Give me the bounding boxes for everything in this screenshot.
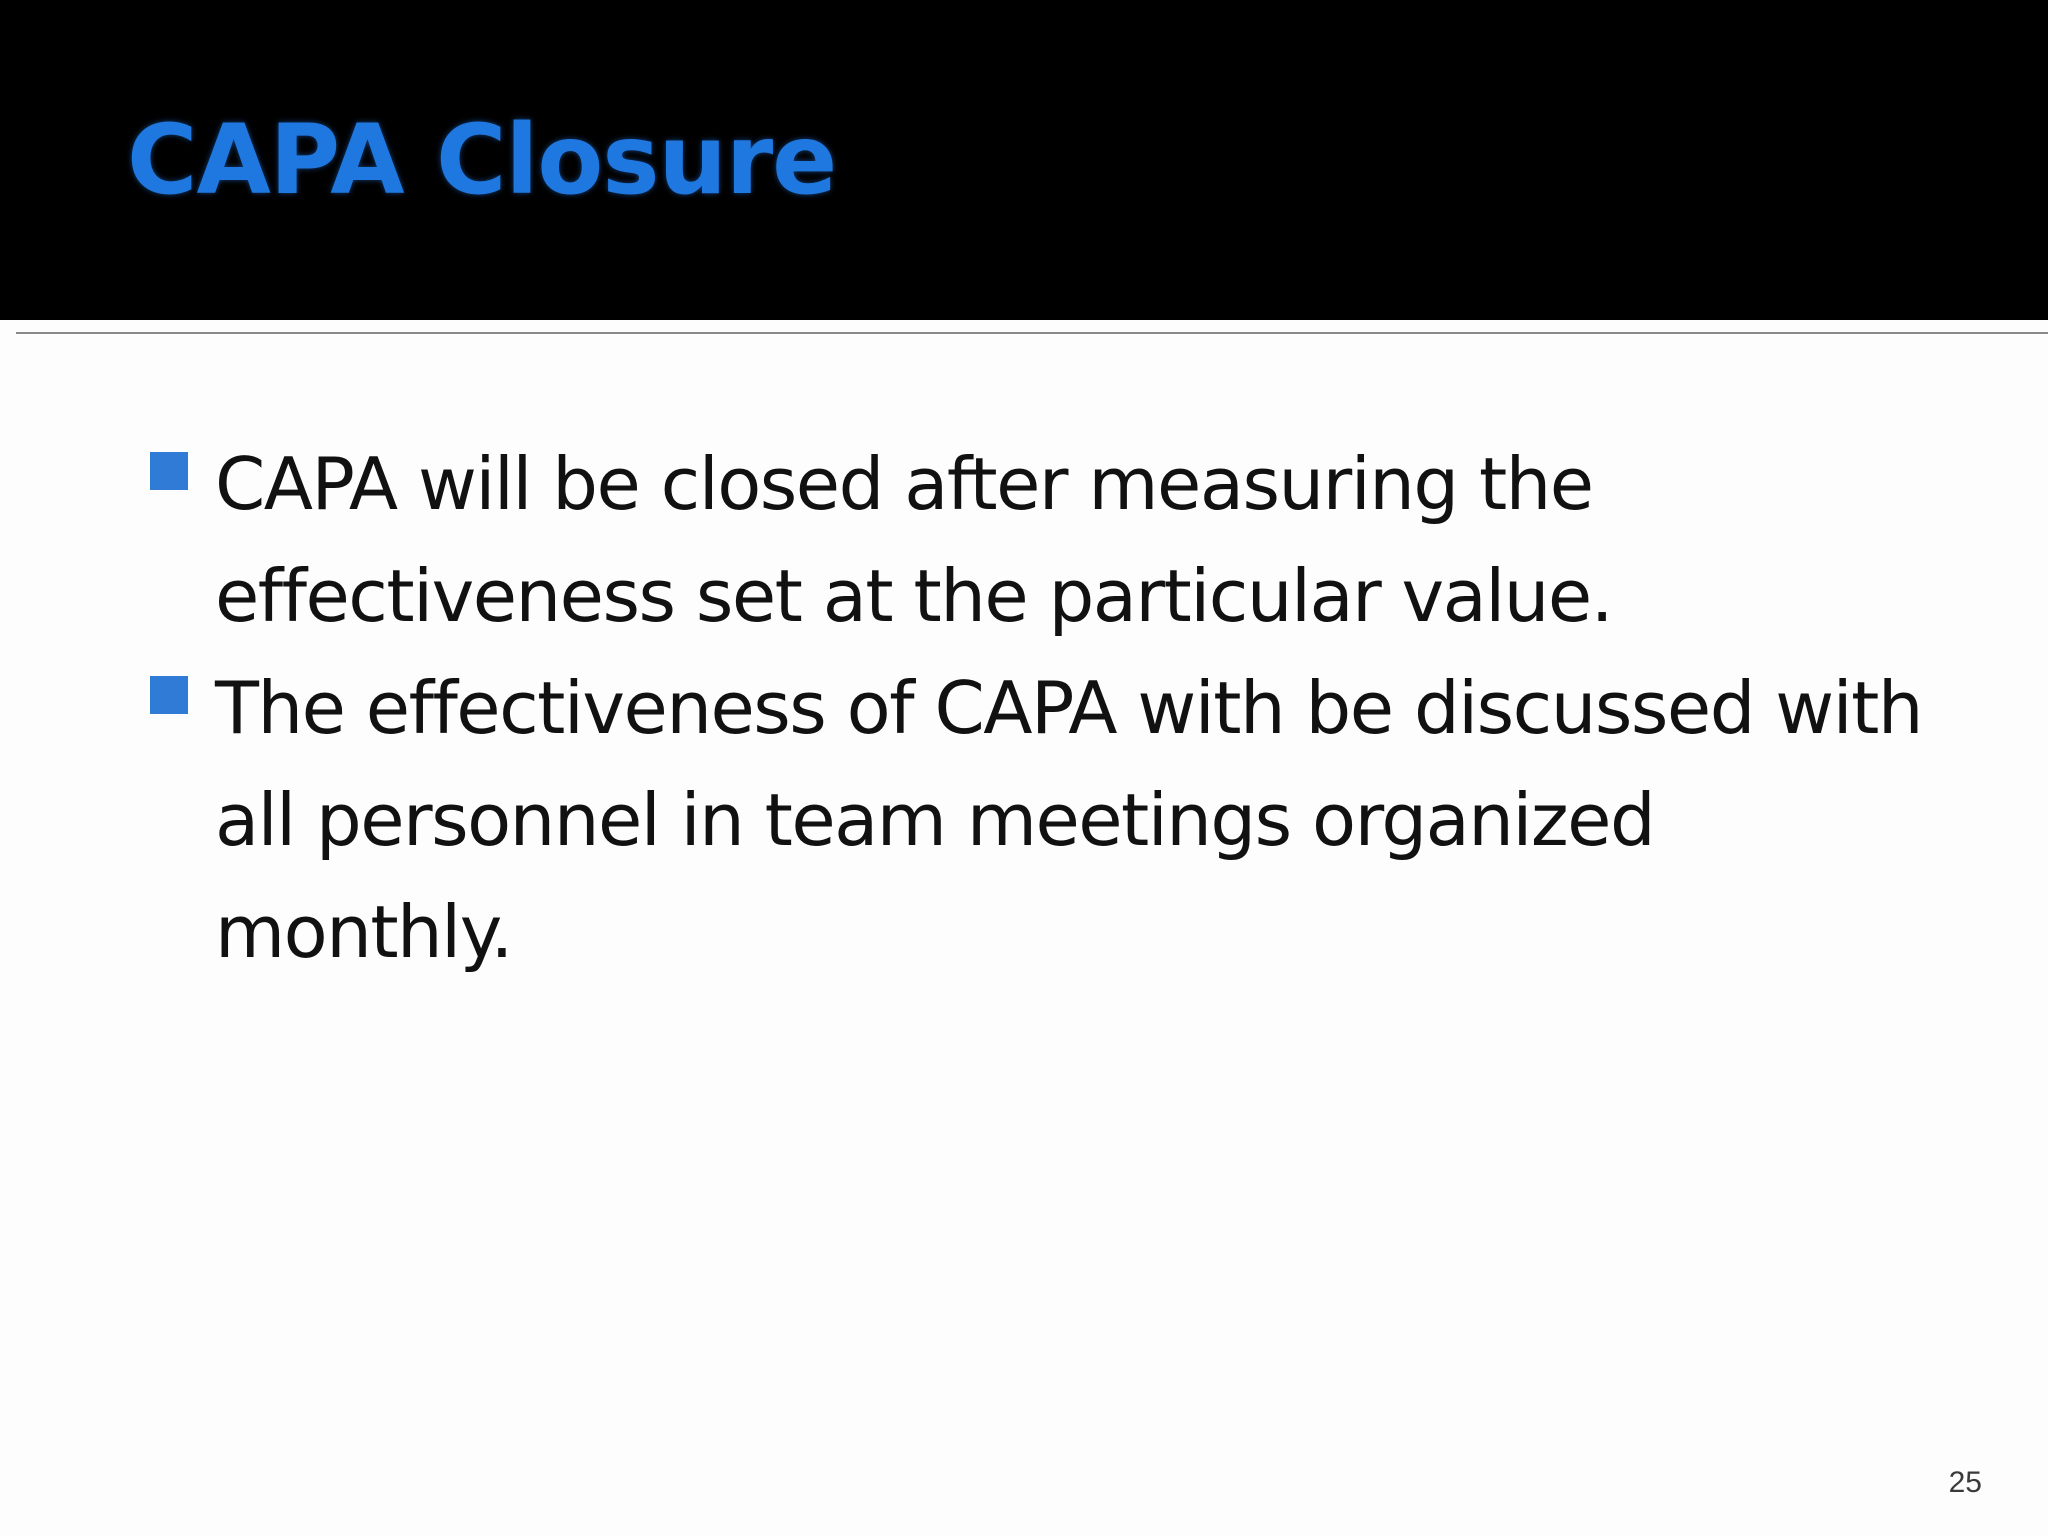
slide-title: CAPA Closure: [127, 104, 837, 216]
bullet-item: [150, 652, 1950, 988]
square-bullet-icon: [150, 676, 188, 714]
bullet-item: [150, 428, 1950, 652]
bullet-list: [150, 428, 1950, 988]
title-bar: [0, 0, 2048, 320]
slide-number: 25: [1948, 1466, 1982, 1499]
title-divider: [16, 332, 2048, 334]
square-bullet-icon: [150, 452, 188, 490]
bullet-text: CAPA will be closed after measuring the effectiveness set at the particular value.: [215, 442, 1613, 638]
slide-body: [150, 428, 1950, 988]
bullet-text: The effectiveness of CAPA with be discussed with all personnel in team meetings organized monthly.: [215, 666, 1923, 974]
